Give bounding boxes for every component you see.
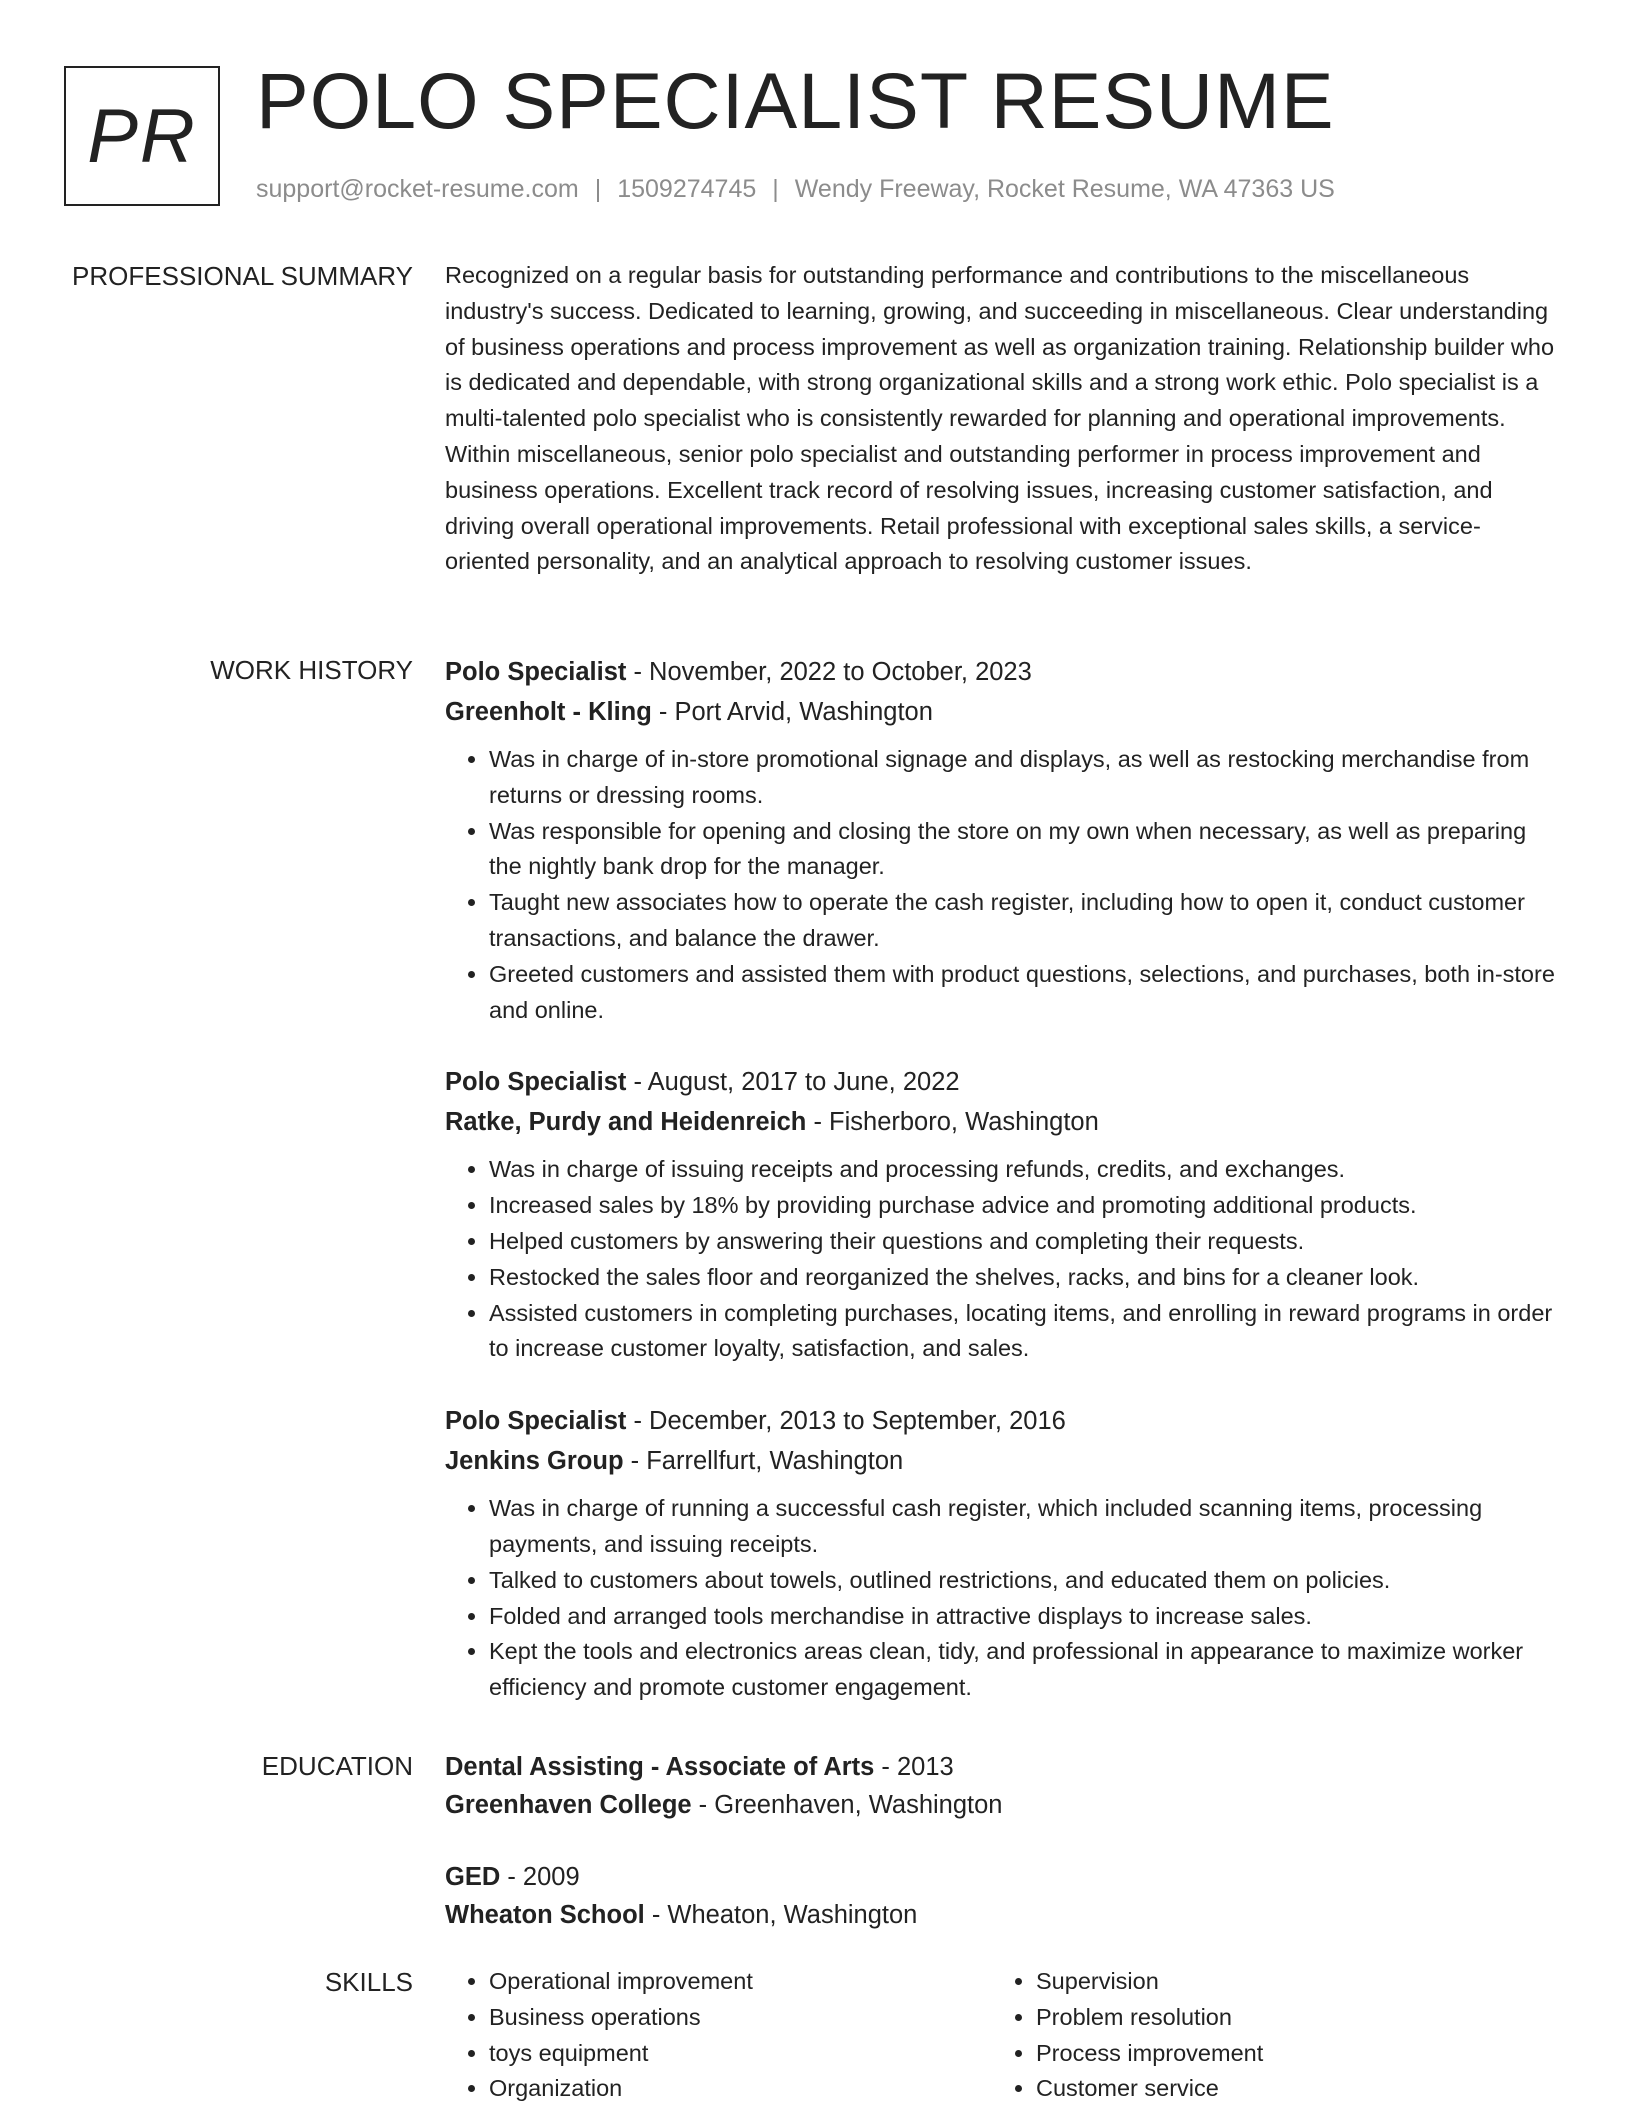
job-location: - Fisherboro, Washington: [806, 1108, 1099, 1137]
job-dates: - August, 2017 to June, 2022: [626, 1068, 960, 1097]
job-company: Jenkins Group: [445, 1447, 624, 1476]
education-location: - Wheaton, Washington: [644, 1901, 918, 1929]
job-bullet: • Taught new associates how to operate the cash register, including how to open it, conduct customer transactions, and balance the drawer.: [489, 885, 1565, 957]
job-bullet: • Was in charge of running a successful cash register, which included scanning items, processing payments, and issuing receipts.: [489, 1491, 1565, 1563]
education-school: Wheaton School: [445, 1901, 645, 1929]
skill-item: • Organization: [489, 2071, 992, 2107]
job-title: Polo Specialist: [445, 1407, 627, 1436]
education-label: EDUCATION: [261, 1751, 413, 1781]
job-company: Ratke, Purdy and Heidenreich: [445, 1108, 807, 1137]
work-history-label: WORK HISTORY: [210, 655, 413, 685]
education-school: Greenhaven College: [445, 1791, 692, 1819]
skills-label: SKILLS: [324, 1967, 413, 1997]
job-bullets: [445, 1491, 1565, 1706]
job-bullet: • Kept the tools and electronics areas clean, tidy, and professional in appearance to maximize worker efficiency and promote customer engagement.: [489, 1634, 1565, 1706]
job-title-line: [445, 1401, 1565, 1441]
contact-phone: 1509274745: [617, 175, 757, 203]
education-degree: GED: [445, 1863, 501, 1891]
education-school-line: [445, 1786, 1565, 1824]
skill-item: • toys equipment: [489, 2036, 992, 2072]
skill-item: • Business operations: [489, 2000, 992, 2036]
job-bullet: • Increased sales by 18% by providing purchase advice and promoting additional products.: [489, 1188, 1565, 1224]
job-title: Polo Specialist: [445, 658, 627, 686]
job-bullet: • Restocked the sales floor and reorganized the shelves, racks, and bins for a cleaner look.: [489, 1260, 1565, 1296]
job-bullet: • Talked to customers about towels, outlined restrictions, and educated them on policies.: [489, 1563, 1565, 1599]
job-company-line: [445, 1441, 1565, 1481]
job-entry: [445, 1401, 1565, 1706]
skills-grid: [445, 1964, 1565, 2107]
summary-text: Recognized on a regular basis for outstanding performance and contributions to the miscellaneous industry's success. Dedicated to learning, growing, and succeeding in miscellaneous. Clear understanding of business operations and process improvement as well as organization training. Relationship builder who is dedicated and dependable, with strong organizational skills and a strong work ethic. Polo specialist is a multi-talented polo specialist who is consistently rewarded for planning and operational improvements. Within miscellaneous, senior polo specialist and outstanding performer in process improvement and business operations. Excellent track record of resolving issues, increasing customer satisfaction, and driving overall operational improvements. Retail professional with exceptional sales skills, a service-oriented personality, and an analytical approach to resolving customer issues.: [445, 262, 1555, 575]
job-entry: [445, 652, 1565, 1028]
job-title: Polo Specialist: [445, 1068, 627, 1097]
job-bullet: • Was responsible for opening and closing the store on my own when necessary, as well as preparing the nightly bank drop for the manager.: [489, 814, 1565, 886]
job-company: Greenholt - Kling: [445, 698, 652, 726]
job-location: - Port Arvid, Washington: [651, 698, 933, 726]
job-bullet: • Helped customers by answering their questions and completing their requests.: [489, 1224, 1565, 1260]
education-entry: [445, 1858, 1565, 1934]
job-company-line: [445, 692, 1565, 732]
job-bullet: • Greeted customers and assisted them with product questions, selections, and purchases, both in-store and online.: [489, 957, 1565, 1029]
skill-item: • Supervision: [1036, 1964, 1539, 2000]
education-year: - 2009: [500, 1863, 580, 1891]
job-bullets: [445, 1152, 1565, 1367]
skill-item: • Process improvement: [1036, 2036, 1539, 2072]
education-entry: [445, 1748, 1565, 1824]
job-bullet: • Assisted customers in completing purchases, locating items, and enrolling in reward programs in order to increase customer loyalty, satisfaction, and sales.: [489, 1296, 1565, 1368]
skill-item: • Problem resolution: [1036, 2000, 1539, 2036]
page-title: POLO SPECIALIST RESUME: [256, 56, 1335, 145]
monogram-box: [64, 66, 220, 206]
job-bullet: • Was in charge of in-store promotional signage and displays, as well as restocking merchandise from returns or dressing rooms.: [489, 742, 1565, 814]
contact-email: support@rocket-resume.com: [256, 175, 579, 203]
skill-item: • Customer service: [1036, 2071, 1539, 2107]
job-location: - Farrellfurt, Washington: [623, 1447, 904, 1476]
job-title-line: [445, 1062, 1565, 1102]
job-dates: - December, 2013 to September, 2016: [626, 1407, 1066, 1436]
job-title-line: [445, 652, 1565, 692]
job-bullet: • Was in charge of issuing receipts and processing refunds, credits, and exchanges.: [489, 1152, 1565, 1188]
education-degree-line: [445, 1858, 1565, 1896]
education-degree-line: [445, 1748, 1565, 1786]
job-dates: - November, 2022 to October, 2023: [626, 658, 1032, 686]
skill-item: • Operational improvement: [489, 1964, 992, 2000]
contact-line: [256, 175, 1335, 204]
job-entry: [445, 1062, 1565, 1367]
education-degree: Dental Assisting - Associate of Arts: [445, 1753, 875, 1781]
skills-list-right: [992, 1964, 1539, 2107]
job-bullets: [445, 742, 1565, 1028]
job-bullet: • Folded and arranged tools merchandise in attractive displays to increase sales.: [489, 1599, 1565, 1635]
summary-label: PROFESSIONAL SUMMARY: [72, 261, 413, 291]
monogram-initials: PR: [87, 93, 197, 179]
education-location: - Greenhaven, Washington: [691, 1791, 1003, 1819]
job-company-line: [445, 1102, 1565, 1142]
education-school-line: [445, 1896, 1565, 1934]
contact-address: Wendy Freeway, Rocket Resume, WA 47363 US: [794, 175, 1335, 203]
contact-separator: |: [594, 175, 602, 203]
education-year: - 2013: [874, 1753, 954, 1781]
contact-separator: |: [772, 175, 779, 203]
skills-list-left: [445, 1964, 992, 2107]
